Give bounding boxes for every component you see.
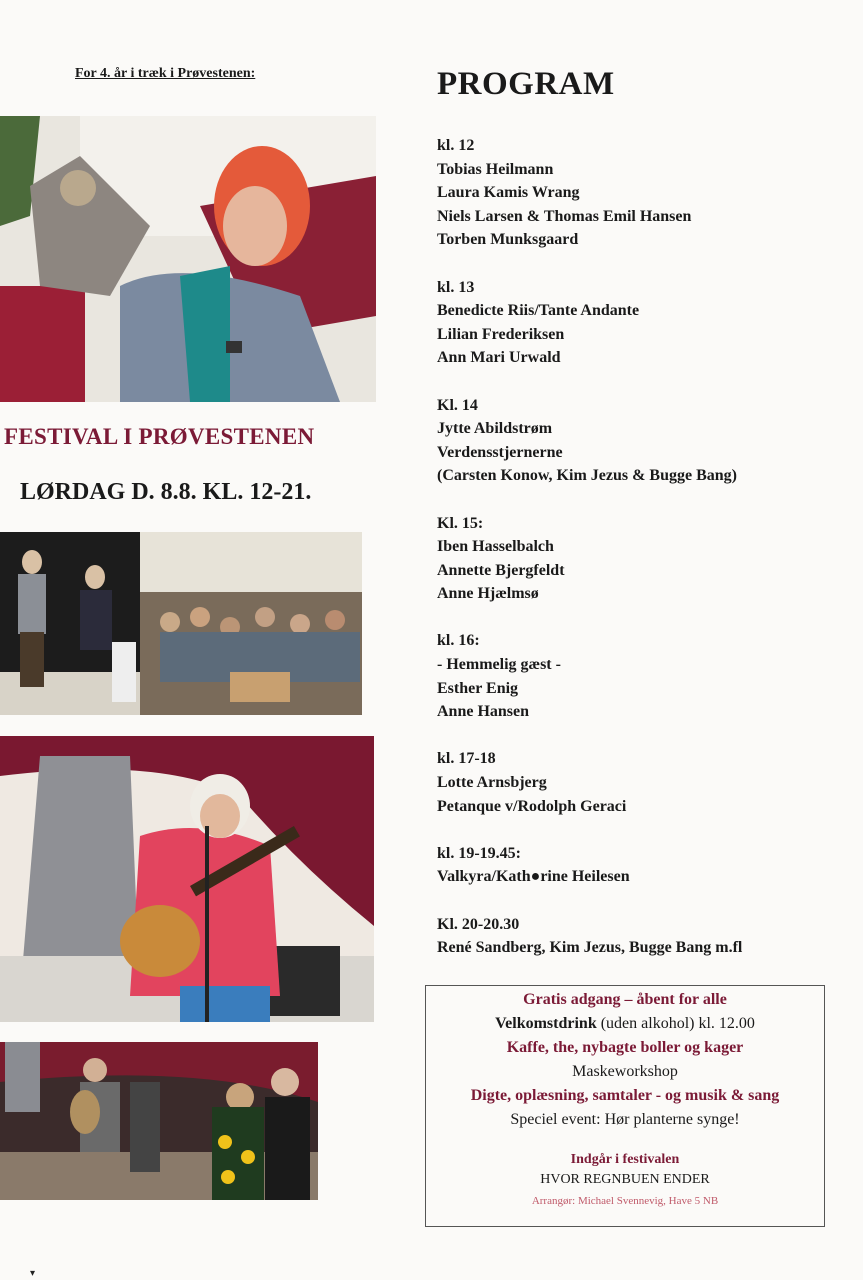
performer: Valkyra/Kath●rine Heilesen <box>437 868 630 886</box>
performer: (Carsten Konow, Kim Jezus & Bugge Bang) <box>437 467 737 485</box>
slot-time: kl. 16: <box>437 632 480 650</box>
program-title: PROGRAM <box>437 66 615 102</box>
special-event-text: Speciel event: Hør planterne synge! <box>510 1111 740 1128</box>
performer: - Hemmelig gæst - <box>437 656 561 674</box>
free-entry-text: Gratis adgang – åbent for alle <box>523 991 727 1008</box>
mask-workshop-text: Maskeworkshop <box>572 1063 678 1080</box>
schedule-slot <box>437 276 837 370</box>
intro-kicker: For 4. år i træk i Prøvestenen: <box>75 66 256 81</box>
schedule-slot <box>437 747 837 818</box>
schedule-slot <box>437 629 837 723</box>
schedule-slot <box>437 512 837 606</box>
festival-date: LØRDAG D. 8.8. KL. 12-21. <box>20 479 312 505</box>
photo-puppet-performer <box>0 116 376 402</box>
slot-time: kl. 13 <box>437 278 475 296</box>
performer: Torben Munksgaard <box>437 231 579 249</box>
welcome-drink-text <box>426 1012 824 1036</box>
performer: Anne Hansen <box>437 703 530 721</box>
performer: Lotte Arnsbjerg <box>437 774 547 792</box>
welcome-drink-label: Velkomstdrink <box>495 1015 597 1032</box>
coffee-text: Kaffe, the, nybagte boller og kager <box>506 1039 744 1056</box>
slot-time: kl. 19-19.45: <box>437 844 521 862</box>
festival-title: FESTIVAL I PRØVESTENEN <box>4 424 315 449</box>
organizer-text: Arrangør: Michael Svennevig, Have 5 NB <box>531 1195 719 1207</box>
included-text: Indgår i festivalen <box>570 1152 680 1167</box>
photo-audience <box>0 532 362 715</box>
photo-guitar-singer <box>0 736 374 1022</box>
slot-time: Kl. 20-20.30 <box>437 915 520 933</box>
performer: Jytte Abildstrøm <box>437 420 553 438</box>
schedule-slot <box>437 134 837 252</box>
performer: Laura Kamis Wrang <box>437 184 580 202</box>
performer: Ann Mari Urwald <box>437 349 561 367</box>
program-schedule <box>437 134 837 983</box>
performer: Annette Bjergfeldt <box>437 561 565 579</box>
performer: Esther Enig <box>437 679 519 697</box>
performer: Benedicte Riis/Tante Andante <box>437 302 640 320</box>
spacer <box>426 1132 824 1150</box>
performer: Niels Larsen & Thomas Emil Hansen <box>437 207 692 225</box>
slot-time: Kl. 14 <box>437 396 478 414</box>
info-box <box>425 985 825 1227</box>
welcome-drink-detail: (uden alkohol) kl. 12.00 <box>596 1015 755 1032</box>
performer: Anne Hjælmsø <box>437 585 539 603</box>
performer: René Sandberg, Kim Jezus, Bugge Bang m.fl <box>437 939 743 957</box>
performer: Lilian Frederiksen <box>437 325 565 343</box>
schedule-slot <box>437 842 837 889</box>
slot-time: kl. 17-18 <box>437 750 496 768</box>
performer: Tobias Heilmann <box>437 160 554 178</box>
corner-mark-icon: ▾ <box>30 1268 36 1279</box>
schedule-slot <box>437 394 837 488</box>
slot-time: Kl. 15: <box>437 514 484 532</box>
poems-text: Digte, oplæsning, samtaler - og musik & sang <box>470 1087 780 1104</box>
festival-name-text: HVOR REGNBUEN ENDER <box>540 1172 710 1187</box>
performer: Iben Hasselbalch <box>437 538 554 556</box>
schedule-slot <box>437 913 837 960</box>
photo-drummer-sunflower <box>0 1042 318 1200</box>
performer: Petanque v/Rodolph Geraci <box>437 797 627 815</box>
performer: Verdensstjernerne <box>437 443 563 461</box>
slot-time: kl. 12 <box>437 137 475 154</box>
